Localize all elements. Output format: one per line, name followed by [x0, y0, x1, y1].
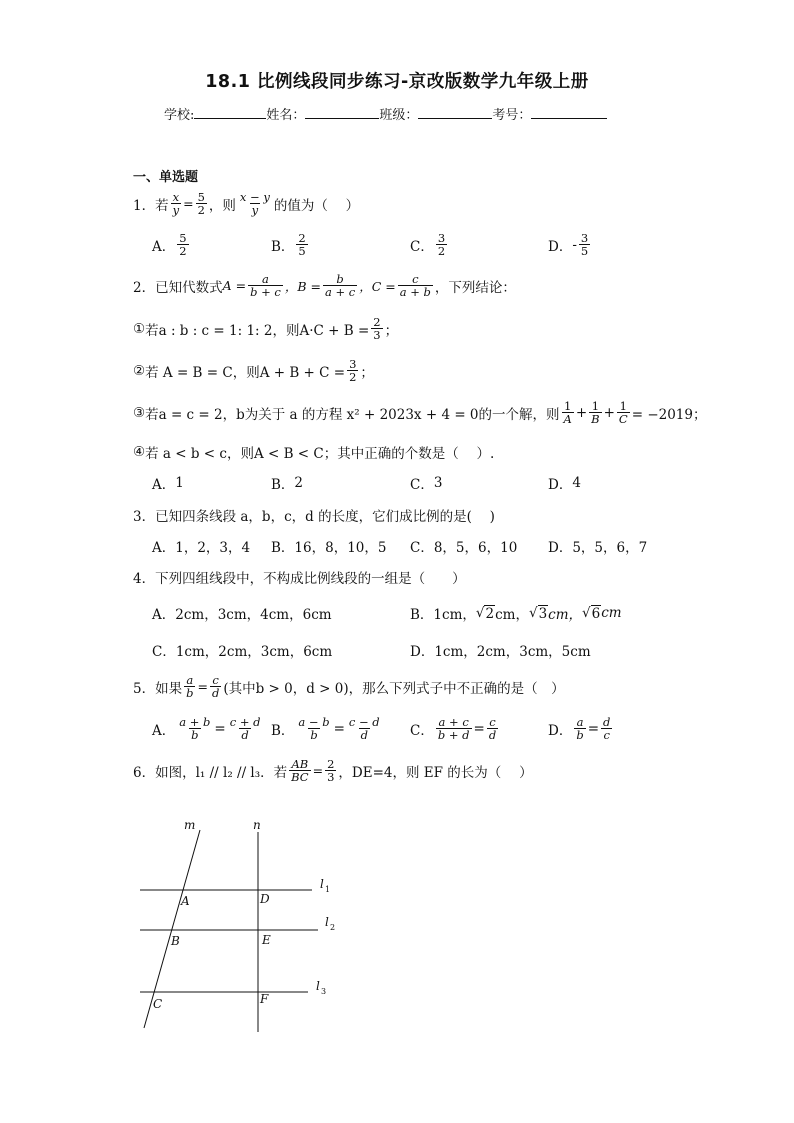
q4-option-c[interactable]: C． 1cm，2cm，3cm，6cm [152, 644, 333, 660]
q2-option-d[interactable]: D． 4 [548, 475, 581, 493]
name-blank[interactable] [305, 104, 379, 119]
q3-option-a[interactable]: A． 1，2，3，4 [152, 540, 251, 556]
fraction: $\frac{x - y}{y}$ [239, 190, 270, 218]
q2-option-b[interactable]: B． 2 [271, 475, 304, 493]
fraction: $\frac{x}{y}$ [172, 190, 180, 218]
q4-option-a[interactable]: A． 2cm，3cm，4cm，6cm [152, 607, 332, 623]
q5-option-a[interactable]: A． $\frac{a + b}{b}$ = $\frac{c + d}{d}$ [152, 715, 261, 743]
q1-option-b[interactable]: B． $\frac{2}{5}$ [271, 231, 306, 259]
question-2: 2． 已知代数式 A = $\frac{a}{b + c}$ ，B = $\frac{b}{a + c}$ ，C = $\frac{c}{a + b}$ ，下列结论： [133, 272, 516, 300]
label-b: B [171, 934, 180, 948]
name-label: 姓名： [266, 108, 306, 123]
exam-no-blank[interactable] [531, 104, 607, 119]
label-l2-sub: 2 [330, 923, 336, 932]
question-5: 5． 如果 $\frac{a}{b}$ = $\frac{c}{d}$ (其中b > 0，d > 0)，那么下列式子中不正确的是（ ） [133, 673, 565, 701]
fraction: $\frac{5}{2}$ [197, 190, 205, 218]
q3-option-c[interactable]: C． 8，5，6，10 [410, 540, 518, 556]
exam-no-label: 考号： [492, 108, 532, 123]
label-l1-sub: 1 [325, 885, 331, 894]
page-title: 18.1 比例线段同步练习-京改版数学九年级上册 [205, 72, 589, 92]
question-3: 3． 已知四条线段 a，b，c，d 的长度，它们成比例的是( ) [133, 509, 495, 525]
question-1: 1． 若 $\frac{x}{y}$ = $\frac{5}{2}$ ，则 $\frac{x - y}{y}$ 的值为（ ） [133, 190, 360, 218]
question-number: 1． [133, 197, 156, 214]
label-f: F [260, 992, 269, 1006]
q5-option-d[interactable]: D． $\frac{a}{b}$ = $\frac{d}{c}$ [548, 715, 611, 743]
parallel-lines-figure [120, 810, 350, 1040]
label-l2: l [325, 915, 329, 929]
label-l3-sub: 3 [321, 987, 327, 996]
q5-option-c[interactable]: C． $\frac{a + c}{b + d}$ = $\frac{c}{d}$ [410, 715, 497, 743]
label-n: n [253, 818, 261, 832]
q3-option-d[interactable]: D． 5，5，6，7 [548, 540, 648, 556]
label-c: C [153, 997, 163, 1011]
label-m: m [184, 818, 196, 832]
label-a: A [181, 894, 190, 908]
question-4: 4． 下列四组线段中，不构成比例线段的一组是（ ） [133, 571, 466, 587]
q2-option-c[interactable]: C． 3 [410, 475, 443, 493]
q1-option-d[interactable]: D． - $\frac{3}{5}$ [548, 231, 589, 259]
q4-option-d[interactable]: D． 1cm，2cm，3cm，5cm [410, 644, 591, 660]
q1-option-a[interactable]: A． $\frac{5}{2}$ [152, 231, 187, 259]
q3-option-b[interactable]: B． 16，8，10，5 [271, 540, 387, 556]
class-blank[interactable] [418, 104, 492, 119]
q5-option-b[interactable]: B． $\frac{a - b}{b}$ = $\frac{c - d}{d}$ [271, 715, 380, 743]
q2-statement-1: ① 若a : b : c = 1: 1: 2，则A·C + B = $\frac{2}{3}$ ； [133, 315, 399, 343]
q4-option-b[interactable]: B． 1cm， √ 2 cm， √ 3 cm， √ 6 cm [410, 605, 622, 623]
label-e: E [262, 933, 271, 947]
label-l1: l [320, 877, 324, 891]
student-info-line [164, 104, 607, 123]
school-blank[interactable] [194, 104, 266, 119]
q2-statement-4: ④ 若 a < b < c，则A < B < C；其中正确的个数是（ ）. [133, 444, 495, 462]
label-d: D [260, 892, 270, 906]
question-text: 若 [155, 197, 169, 214]
q2-statement-3: ③ 若a = c = 2，b为关于 a 的方程 x² + 2023x + 4 = 0的一个解，则 $\frac{1}{A}$ + $\frac{1}{B}$ + $\frac{1}{C}$ = −2019； [133, 399, 707, 427]
section-heading: 一、单选题 [133, 170, 199, 185]
label-l3: l [316, 979, 320, 993]
question-6: 6． 如图，l₁ // l₂ // l₃．若 $\frac{AB}{BC}$ = $\frac{2}{3}$ ，DE=4，则 EF 的长为（ ） [133, 757, 533, 785]
school-label: 学校: [164, 108, 195, 123]
class-label: 班级： [379, 108, 419, 123]
q2-statement-2: ② 若 A = B = C，则A + B + C = $\frac{3}{2}$ ； [133, 357, 374, 385]
q1-option-c[interactable]: C． $\frac{3}{2}$ [410, 231, 446, 259]
q2-option-a[interactable]: A． 1 [152, 475, 184, 493]
